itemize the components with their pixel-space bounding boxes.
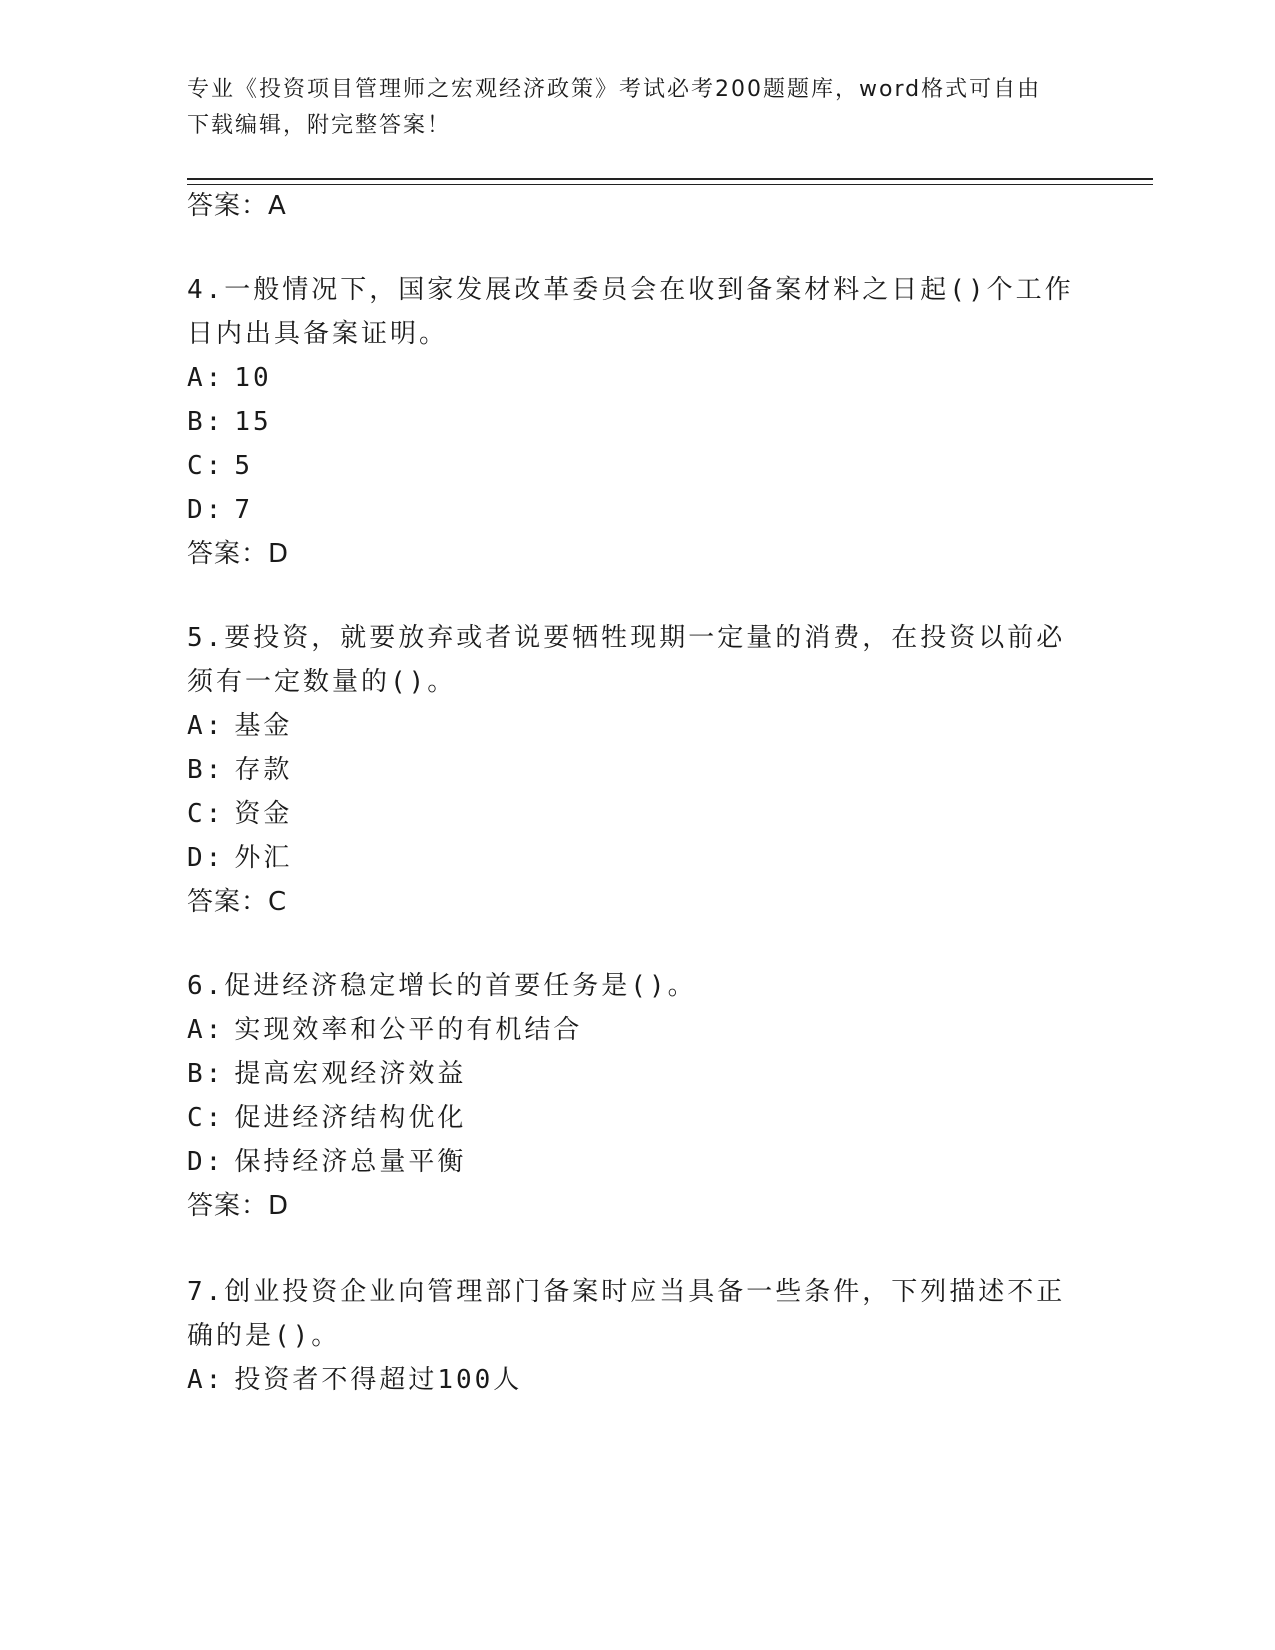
- option-key: A:: [187, 363, 225, 393]
- document-header: [187, 72, 1067, 144]
- question-5-answer: 答案：C: [187, 887, 288, 917]
- option-key: A:: [187, 1015, 225, 1045]
- option-text: 存款: [234, 755, 293, 785]
- question-6-option-a: [187, 1014, 582, 1046]
- option-key: A:: [187, 711, 225, 741]
- option-text: 资金: [234, 799, 293, 829]
- option-text: 5: [234, 451, 253, 481]
- question-4-line-2: 日内出具备案证明。: [187, 319, 449, 349]
- header-rule-thick: [187, 178, 1153, 180]
- question-4-option-a: [187, 362, 272, 394]
- question-4-option-b: [187, 406, 272, 438]
- question-6-answer: 答案：D: [187, 1191, 290, 1221]
- question-4-option-c: [187, 450, 253, 482]
- option-key: D:: [187, 495, 225, 525]
- previous-answer: 答案：A: [187, 191, 287, 221]
- option-key: D:: [187, 843, 225, 873]
- question-4-option-d: [187, 494, 253, 526]
- option-key: C:: [187, 1103, 225, 1133]
- option-text: 投资者不得超过100人: [234, 1365, 523, 1395]
- option-text: 提高宏观经济效益: [234, 1059, 467, 1089]
- question-5-option-d: [187, 842, 292, 874]
- question-6-option-d: [187, 1146, 466, 1178]
- header-line-2: 下载编辑，附完整答案！: [187, 113, 452, 138]
- option-text: 实现效率和公平的有机结合: [234, 1015, 583, 1045]
- question-7-line-2: 确的是()。: [187, 1321, 341, 1351]
- option-key: B:: [187, 1059, 225, 1089]
- option-text: 促进经济结构优化: [234, 1103, 467, 1133]
- option-key: A:: [187, 1365, 225, 1395]
- question-4-line-1: 4.一般情况下，国家发展改革委员会在收到备案材料之日起()个工作: [187, 275, 1074, 305]
- question-4-answer: 答案：D: [187, 539, 290, 569]
- question-6-option-b: [187, 1058, 466, 1090]
- question-5-option-b: [187, 754, 292, 786]
- option-text: 15: [234, 407, 272, 437]
- question-5-option-a: [187, 710, 292, 742]
- question-7-option-a: [187, 1364, 522, 1396]
- option-text: 保持经济总量平衡: [234, 1147, 467, 1177]
- option-key: C:: [187, 799, 225, 829]
- option-key: B:: [187, 407, 225, 437]
- question-5-line-1: 5.要投资，就要放弃或者说要牺牲现期一定量的消费，在投资以前必: [187, 623, 1066, 653]
- option-key: B:: [187, 755, 225, 785]
- header-rule-thin: [187, 184, 1153, 185]
- option-key: D:: [187, 1147, 225, 1177]
- header-line-1: 专业《投资项目管理师之宏观经济政策》考试必考200题题库，word格式可自由: [187, 77, 1042, 102]
- question-5-option-c: [187, 798, 292, 830]
- question-7-line-1: 7.创业投资企业向管理部门备案时应当具备一些条件，下列描述不正: [187, 1277, 1066, 1307]
- option-text: 10: [234, 363, 272, 393]
- option-text: 外汇: [234, 843, 293, 873]
- question-6-line-1: 6.促进经济稳定增长的首要任务是()。: [187, 971, 697, 1001]
- option-text: 7: [234, 495, 253, 525]
- question-5-line-2: 须有一定数量的()。: [187, 667, 457, 697]
- question-6-option-c: [187, 1102, 466, 1134]
- option-key: C:: [187, 451, 225, 481]
- option-text: 基金: [234, 711, 293, 741]
